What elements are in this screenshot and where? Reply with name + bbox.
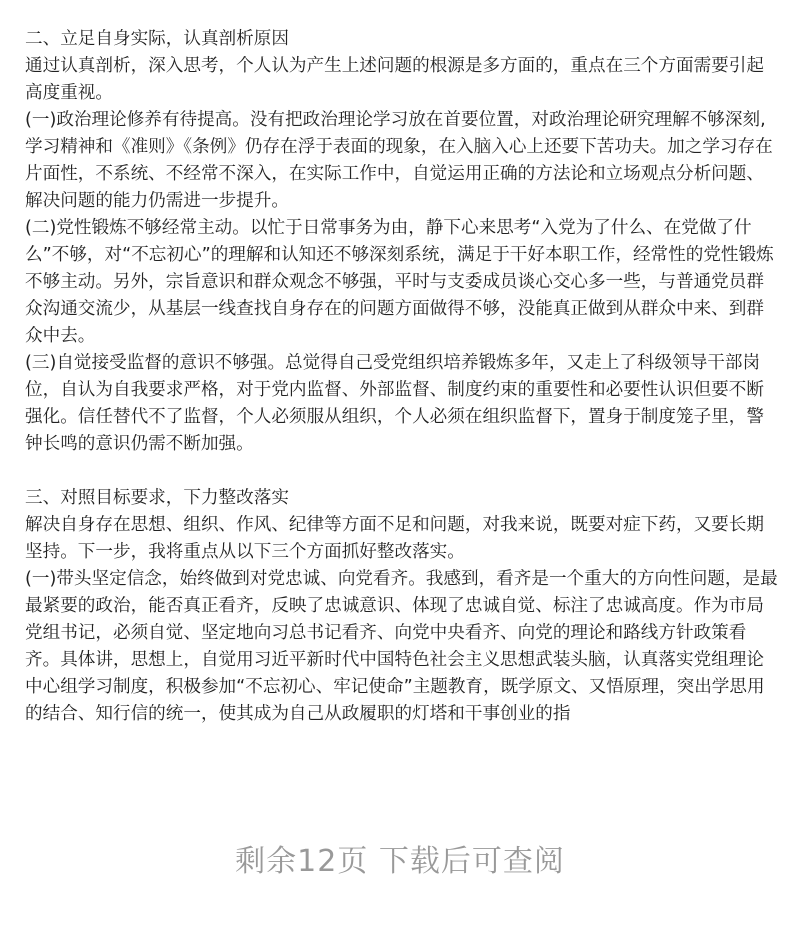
section-3-item-1: (一)带头坚定信念，始终做到对党忠诚、向党看齐。我感到，看齐是一个重大的方向性问题，是最最紧要的政治，能否真正看齐，反映了忠诚意识、体现了忠诚自觉、标注了忠诚高度。作为市局党组书记，必须自觉、坚定地向习总书记看齐、向党中央看齐、向党的理论和路线方针政策看齐。具体讲，思想上，自觉用习近平新时代中国特色社会主义思想武装头脑，认真落实党组理论中心组学习制度，积极参加“不忘初心、牢记使命”主题教育，既学原文、又悟原理，突出学思用的结合、知行信的统一，使其成为自己从政履职的灯塔和干事创业的指 [25,569,778,724]
section-2-item-3: (三)自觉接受监督的意识不够强。总觉得自己受党组织培养锻炼多年，又走上了科级领导干部岗位，自认为自我要求严格，对于党内监督、外部监督、制度约束的重要性和必要性认识但要不断强化。信任替代不了监督，个人必须服从组织，个人必须在组织监督下，置身于制度笼子里，警钟长鸣的意识仍需不断加强。 [25,353,764,454]
document-body [25,0,781,728]
section-3-intro: 解决自身存在思想、组织、作风、纪律等方面不足和问题，对我来说，既要对症下药，又要长期坚持。下一步，我将重点从以下三个方面抓好整改落实。 [25,515,764,562]
section-3-heading: 三、对照目标要求，下力整改落实 [25,488,289,508]
remaining-pages-notice[interactable]: 剩余12页 下载后可查阅 [235,844,565,879]
section-2-intro: 通过认真剖析，深入思考，个人认为产生上述问题的根源是多方面的，重点在三个方面需要引起高度重视。 [25,56,764,103]
section-2-item-2: (二)党性锻炼不够经常主动。以忙于日常事务为由，静下心来思考“入党为了什么、在党做了什么”不够，对“不忘初心”的理解和认知还不够深刻系统，满足于干好本职工作，经常性的党性锻炼不够主动。另外，宗旨意识和群众观念不够强，平时与支委成员谈心交心多一些，与普通党员群众沟通交流少，从基层一线查找自身存在的问题方面做得不够，没能真正做到从群众中来、到群众中去。 [25,218,774,346]
section-2-item-1: (一)政治理论修养有待提高。没有把政治理论学习放在首要位置，对政治理论研究理解不够深刻,学习精神和《准则》《条例》仍存在浮于表面的现象，在入脑入心上还要下苦功夫。加之学习存在片面性，不系统、不经常不深入，在实际工作中，自觉运用正确的方法论和立场观点分析问题、解决问题的能力仍需进一步提升。 [25,110,773,211]
section-2-heading: 二、立足自身实际，认真剖析原因 [25,29,289,49]
